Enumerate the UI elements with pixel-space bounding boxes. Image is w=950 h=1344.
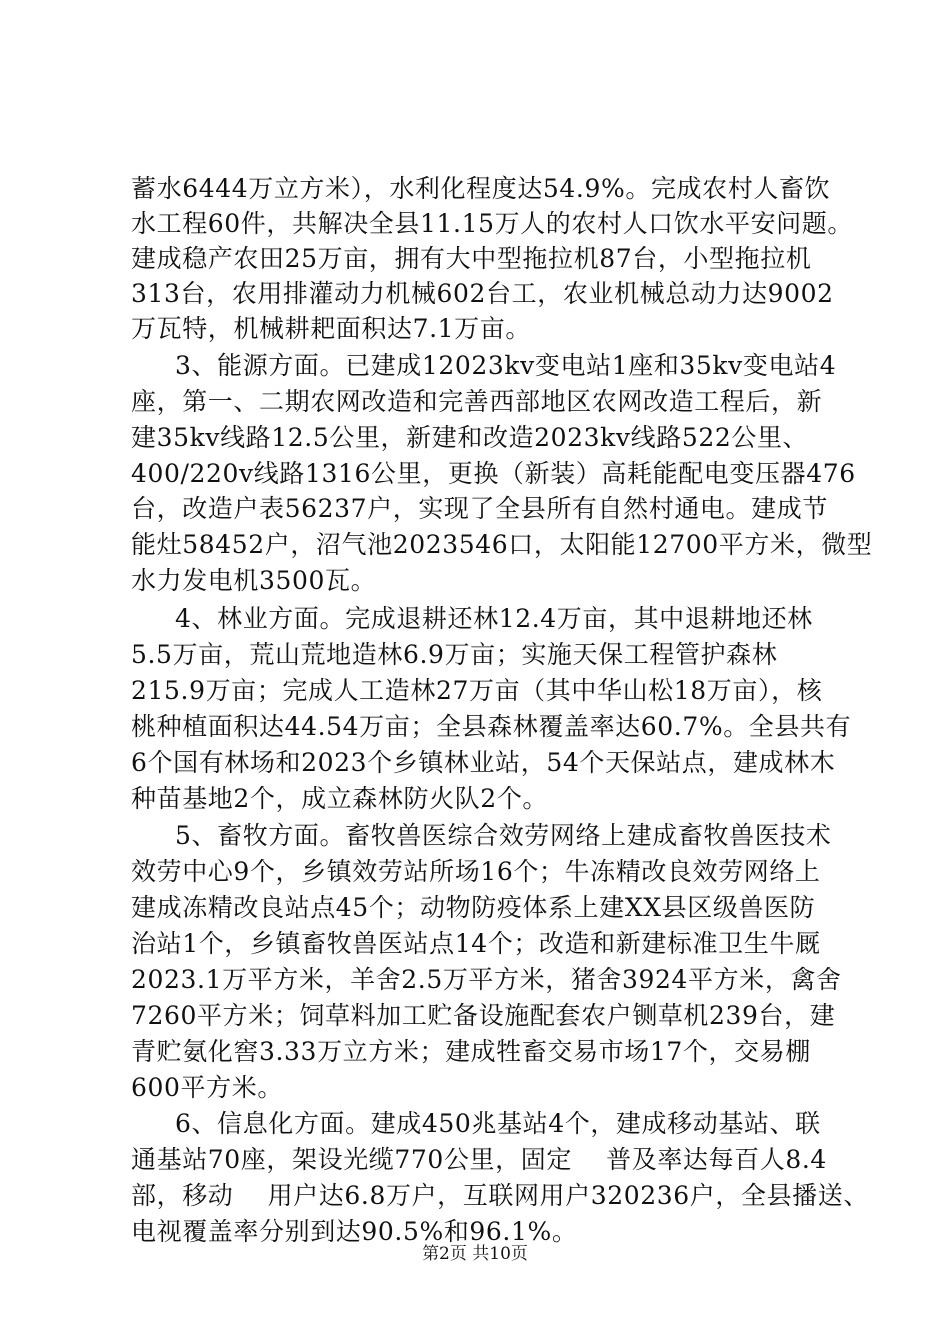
body-text-line: 建成稳产农田25万亩，拥有大中型拖拉机87台，小型拖拉机 — [131, 244, 812, 273]
body-text-line: 5.5万亩，荒山荒地造林6.9万亩；实施天保工程管护森林 — [131, 640, 778, 669]
body-text-line: 电视覆盖率分别到达90.5%和96.1%。 — [131, 1217, 578, 1246]
body-text-line: 建35kv线路12.5公里，新建和改造2023kv线路522公里、 — [131, 423, 809, 452]
body-text-line: 600平方米。 — [131, 1073, 283, 1102]
body-text-line: 台，改造户表56237户，实现了全县所有自然村通电。建成节 — [131, 494, 828, 523]
body-text-line: 通基站70座，架设光缆770公里，固定 普及率达每百人8.4 — [131, 1145, 827, 1174]
page-footer: 第2页 共10页 — [422, 1244, 528, 1264]
body-text-line: 治站1个，乡镇畜牧兽医站点14个；改造和新建标准卫生牛厩 — [131, 929, 821, 958]
body-text-line: 蓄水6444万立方米），水利化程度达54.9%。完成农村人畜饮 — [131, 174, 831, 203]
body-text-line: 215.9万亩；完成人工造林27万亩（其中华山松18万亩），核 — [131, 676, 823, 705]
body-text-line: 2023.1万平方米，羊舍2.5万平方米，猪舍3924平方米，禽舍 — [131, 965, 842, 994]
body-text-line: 水力发电机3500瓦。 — [131, 566, 377, 595]
body-text-line: 水工程60件，共解决全县11.15万人的农村人口饮水平安问题。 — [131, 209, 853, 238]
body-text-line: 400/220v线路1316公里，更换（新装）高耗能配电变压器476 — [131, 459, 856, 488]
paragraph-3-start: 3、能源方面。已建成12023kv变电站1座和35kv变电站4 — [175, 351, 837, 380]
body-text-line: 部，移动 用户达6.8万户，互联网用户320236户，全县播送、 — [131, 1181, 869, 1210]
body-text-line: 桃种植面积达44.54万亩；全县森林覆盖率达60.7%。全县共有 — [131, 712, 852, 741]
body-text-line: 青贮氨化窖3.33万立方米；建成牲畜交易市场17个，交易棚 — [131, 1037, 811, 1066]
paragraph-4-start: 4、林业方面。完成退耕还林12.4万亩，其中退耕地还林 — [175, 604, 813, 633]
body-text-line: 建成冻精改良站点45个；动物防疫体系上建XX县区级兽医防 — [131, 893, 816, 922]
body-text-line: 6个国有林场和2023个乡镇林业站，54个天保站点，建成林木 — [131, 748, 836, 777]
body-text-line: 效劳中心9个，乡镇效劳站所场16个；牛冻精改良效劳网络上 — [131, 857, 821, 886]
paragraph-6-start: 6、信息化方面。建成450兆基站4个，建成移动基站、联 — [175, 1109, 821, 1138]
body-text-line: 万瓦特，机械耕耙面积达7.1万亩。 — [131, 314, 531, 343]
body-text-line: 能灶58452户，沼气池2023546口，太阳能12700平方米，微型 — [131, 530, 873, 559]
body-text-line: 种苗基地2个，成立森林防火队2个。 — [131, 784, 549, 813]
paragraph-5-start: 5、畜牧方面。畜牧兽医综合效劳网络上建成畜牧兽医技术 — [175, 821, 832, 850]
body-text-line: 座，第一、二期农网改造和完善西部地区农网改造工程后，新 — [131, 387, 823, 416]
body-text-line: 313台，农用排灌动力机械602台工，农业机械总动力达9002 — [131, 279, 834, 308]
body-text-line: 7260平方米；饲草料加工贮备设施配套农户铡草机239台，建 — [131, 1001, 836, 1030]
